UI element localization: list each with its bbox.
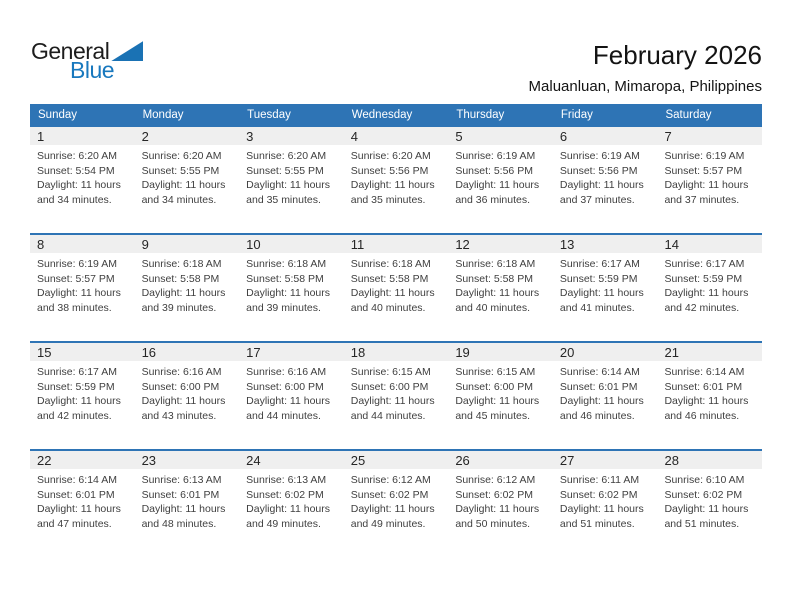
daylight-text-line1: Daylight: 11 hours <box>141 503 226 515</box>
calendar-day-cell <box>344 235 449 341</box>
daylight-text-line1: Daylight: 11 hours <box>455 179 540 191</box>
daylight-text-line1: Daylight: 11 hours <box>455 287 540 299</box>
day-cell-details <box>657 253 762 315</box>
day-cell-details <box>344 361 449 423</box>
daylight-text-line1: Daylight: 11 hours <box>455 503 540 515</box>
sunrise-text: Sunrise: 6:12 AM <box>455 474 536 486</box>
day-number: 4 <box>350 128 358 144</box>
daylight-text-line1: Daylight: 11 hours <box>664 503 749 515</box>
daylight-text-line1: Daylight: 11 hours <box>246 287 331 299</box>
day-cell-details <box>135 145 240 207</box>
daylight-text-line2: and 49 minutes. <box>350 517 426 530</box>
day-number: 21 <box>664 344 679 360</box>
calendar-day-cell <box>657 451 762 557</box>
day-number-band <box>239 451 344 469</box>
calendar-day-cell <box>239 451 344 557</box>
day-number-band <box>344 235 449 253</box>
sunrise-text: Sunrise: 6:10 AM <box>664 474 745 486</box>
day-number-band <box>135 127 240 145</box>
daylight-text-line2: and 51 minutes. <box>559 517 635 530</box>
day-number: 5 <box>455 128 463 144</box>
calendar-day-cell <box>448 127 553 233</box>
page-subtitle: Maluanluan, Mimaropa, Philippines <box>528 78 762 95</box>
daylight-text-line2: and 40 minutes. <box>350 301 426 314</box>
day-number: 2 <box>141 128 149 144</box>
day-cell-details <box>30 469 135 531</box>
daylight-text-line1: Daylight: 11 hours <box>350 287 435 299</box>
daylight-text-line2: and 51 minutes. <box>664 517 740 530</box>
calendar-weeks <box>30 125 762 557</box>
day-number-band <box>657 127 762 145</box>
day-number-band <box>657 343 762 361</box>
daylight-text-line2: and 35 minutes. <box>246 193 321 206</box>
day-cell-details <box>239 361 344 423</box>
daylight-text-line2: and 42 minutes. <box>37 409 112 422</box>
calendar-day-cell <box>344 127 449 233</box>
calendar-day-cell <box>30 235 135 341</box>
daylight-text-line2: and 41 minutes. <box>559 301 635 314</box>
day-cell-details <box>344 145 449 207</box>
day-cell-details <box>344 253 449 315</box>
flag-triangle-icon <box>111 41 143 61</box>
sunrise-text: Sunrise: 6:16 AM <box>141 366 222 378</box>
sunrise-text: Sunrise: 6:17 AM <box>664 258 745 270</box>
daylight-text-line1: Daylight: 11 hours <box>37 395 121 407</box>
day-header-sunday: Sunday <box>38 108 78 121</box>
sunrise-text: Sunrise: 6:20 AM <box>141 150 222 162</box>
sunrise-text: Sunrise: 6:14 AM <box>559 366 640 378</box>
sunrise-text: Sunrise: 6:15 AM <box>350 366 431 378</box>
daylight-text-line2: and 38 minutes. <box>37 301 112 314</box>
sunset-text: Sunset: 6:00 PM <box>350 380 429 393</box>
calendar-day-cell <box>239 127 344 233</box>
sunset-text: Sunset: 5:55 PM <box>246 164 324 177</box>
calendar-day-cell <box>30 451 135 557</box>
daylight-text-line2: and 44 minutes. <box>246 409 321 422</box>
day-number-band <box>239 343 344 361</box>
day-number-band <box>448 451 553 469</box>
daylight-text-line2: and 46 minutes. <box>664 409 740 422</box>
day-number: 19 <box>455 344 470 360</box>
day-cell-details <box>553 361 658 423</box>
day-cell-details <box>135 253 240 315</box>
calendar-day-cell <box>30 127 135 233</box>
daylight-text-line1: Daylight: 11 hours <box>246 179 331 191</box>
daylight-text-line2: and 34 minutes. <box>141 193 217 206</box>
day-number-band <box>448 235 553 253</box>
day-number-band <box>344 127 449 145</box>
sunrise-text: Sunrise: 6:15 AM <box>455 366 536 378</box>
day-number: 15 <box>37 344 52 360</box>
day-number-band <box>30 343 135 361</box>
daylight-text-line1: Daylight: 11 hours <box>350 503 435 515</box>
calendar-day-cell <box>135 343 240 449</box>
daylight-text-line2: and 43 minutes. <box>141 409 217 422</box>
day-number-band <box>135 343 240 361</box>
day-header-monday: Monday <box>142 108 184 121</box>
calendar-day-cell <box>553 451 658 557</box>
daylight-text-line1: Daylight: 11 hours <box>559 503 644 515</box>
day-number: 13 <box>559 236 575 252</box>
calendar-day-cell <box>239 235 344 341</box>
day-header-thursday: Thursday <box>456 108 505 121</box>
sunset-text: Sunset: 5:55 PM <box>141 164 220 177</box>
calendar-day-cell <box>239 343 344 449</box>
sunset-text: Sunset: 5:56 PM <box>455 164 533 177</box>
day-header-wednesday: Wednesday <box>351 108 413 121</box>
calendar-day-cell <box>448 343 553 449</box>
day-cell-details <box>30 145 135 207</box>
sunrise-text: Sunrise: 6:11 AM <box>559 474 640 486</box>
day-number: 3 <box>246 128 254 144</box>
day-number-band <box>239 235 344 253</box>
sunrise-text: Sunrise: 6:18 AM <box>246 258 327 270</box>
sunset-text: Sunset: 5:54 PM <box>37 164 115 177</box>
day-header-friday: Friday <box>560 108 593 121</box>
day-cell-details <box>553 145 658 207</box>
logo-text-blue: Blue <box>70 57 115 83</box>
day-number: 9 <box>141 236 149 252</box>
day-header-tuesday: Tuesday <box>247 108 291 121</box>
day-cell-details <box>239 469 344 531</box>
daylight-text-line1: Daylight: 11 hours <box>246 395 331 407</box>
day-header-row <box>30 104 762 125</box>
day-cell-details <box>657 469 762 531</box>
day-cell-details <box>448 361 553 423</box>
day-number: 6 <box>559 128 568 144</box>
calendar-day-cell <box>448 451 553 557</box>
day-number: 8 <box>37 236 45 252</box>
daylight-text-line1: Daylight: 11 hours <box>141 395 226 407</box>
sunset-text: Sunset: 6:00 PM <box>141 380 220 393</box>
daylight-text-line2: and 37 minutes. <box>559 193 635 206</box>
week-row <box>30 449 762 557</box>
daylight-text-line1: Daylight: 11 hours <box>37 179 121 191</box>
daylight-text-line1: Daylight: 11 hours <box>141 179 226 191</box>
sunset-text: Sunset: 5:59 PM <box>559 272 638 285</box>
sunset-text: Sunset: 5:58 PM <box>246 272 324 285</box>
sunset-text: Sunset: 6:00 PM <box>455 380 533 393</box>
day-number-band <box>30 127 135 145</box>
sunset-text: Sunset: 5:59 PM <box>664 272 743 285</box>
day-cell-details <box>448 469 553 531</box>
sunset-text: Sunset: 5:56 PM <box>350 164 429 177</box>
calendar-day-cell <box>448 235 553 341</box>
sunset-text: Sunset: 6:02 PM <box>246 488 324 501</box>
calendar-table <box>30 104 762 557</box>
daylight-text-line1: Daylight: 11 hours <box>664 179 749 191</box>
general-blue-logo <box>31 40 143 81</box>
daylight-text-line1: Daylight: 11 hours <box>559 395 644 407</box>
daylight-text-line2: and 44 minutes. <box>350 409 426 422</box>
sunset-text: Sunset: 6:02 PM <box>350 488 429 501</box>
sunrise-text: Sunrise: 6:19 AM <box>559 150 640 162</box>
sunrise-text: Sunrise: 6:14 AM <box>664 366 745 378</box>
sunset-text: Sunset: 5:58 PM <box>350 272 429 285</box>
sunset-text: Sunset: 6:02 PM <box>455 488 533 501</box>
daylight-text-line1: Daylight: 11 hours <box>559 179 644 191</box>
sunset-text: Sunset: 5:57 PM <box>37 272 115 285</box>
sunrise-text: Sunrise: 6:19 AM <box>37 258 117 270</box>
calendar-day-cell <box>657 343 762 449</box>
sunset-text: Sunset: 5:59 PM <box>37 380 115 393</box>
day-number-band <box>30 451 135 469</box>
day-number-band <box>553 343 658 361</box>
daylight-text-line2: and 34 minutes. <box>37 193 112 206</box>
sunrise-text: Sunrise: 6:18 AM <box>141 258 222 270</box>
daylight-text-line2: and 40 minutes. <box>455 301 531 314</box>
daylight-text-line1: Daylight: 11 hours <box>664 395 749 407</box>
sunrise-text: Sunrise: 6:13 AM <box>246 474 327 486</box>
daylight-text-line2: and 50 minutes. <box>455 517 531 530</box>
sunset-text: Sunset: 6:01 PM <box>141 488 220 501</box>
day-cell-details <box>135 469 240 531</box>
sunset-text: Sunset: 6:01 PM <box>664 380 743 393</box>
sunrise-text: Sunrise: 6:17 AM <box>559 258 640 270</box>
sunset-text: Sunset: 6:01 PM <box>559 380 638 393</box>
day-cell-details <box>448 253 553 315</box>
calendar-day-cell <box>344 343 449 449</box>
sunset-text: Sunset: 6:02 PM <box>664 488 743 501</box>
calendar-day-cell <box>135 127 240 233</box>
sunrise-text: Sunrise: 6:20 AM <box>350 150 431 162</box>
daylight-text-line2: and 47 minutes. <box>37 517 112 530</box>
sunset-text: Sunset: 5:58 PM <box>455 272 533 285</box>
day-number: 14 <box>664 236 679 252</box>
calendar-day-cell <box>30 343 135 449</box>
sunrise-text: Sunrise: 6:18 AM <box>455 258 536 270</box>
day-number: 7 <box>664 128 672 144</box>
week-row <box>30 125 762 233</box>
day-number-band <box>135 451 240 469</box>
day-number-band <box>344 343 449 361</box>
daylight-text-line2: and 37 minutes. <box>664 193 740 206</box>
daylight-text-line2: and 39 minutes. <box>141 301 217 314</box>
calendar-day-cell <box>657 127 762 233</box>
sunrise-text: Sunrise: 6:17 AM <box>37 366 117 378</box>
day-cell-details <box>30 253 135 315</box>
daylight-text-line2: and 48 minutes. <box>141 517 217 530</box>
daylight-text-line1: Daylight: 11 hours <box>455 395 540 407</box>
day-number-band <box>553 127 658 145</box>
daylight-text-line1: Daylight: 11 hours <box>350 179 435 191</box>
week-row <box>30 341 762 449</box>
day-cell-details <box>448 145 553 207</box>
week-row <box>30 233 762 341</box>
daylight-text-line1: Daylight: 11 hours <box>559 287 644 299</box>
sunrise-text: Sunrise: 6:19 AM <box>664 150 745 162</box>
sunset-text: Sunset: 6:01 PM <box>37 488 115 501</box>
daylight-text-line1: Daylight: 11 hours <box>664 287 749 299</box>
daylight-text-line1: Daylight: 11 hours <box>246 503 331 515</box>
day-cell-details <box>239 253 344 315</box>
calendar-day-cell <box>657 235 762 341</box>
daylight-text-line2: and 49 minutes. <box>246 517 321 530</box>
day-number-band <box>30 235 135 253</box>
sunrise-text: Sunrise: 6:19 AM <box>455 150 536 162</box>
sunrise-text: Sunrise: 6:14 AM <box>37 474 117 486</box>
day-number-band <box>344 451 449 469</box>
day-cell-details <box>657 145 762 207</box>
sunrise-text: Sunrise: 6:16 AM <box>246 366 327 378</box>
day-number-band <box>553 451 658 469</box>
day-cell-details <box>30 361 135 423</box>
day-number: 11 <box>350 236 365 252</box>
day-cell-details <box>553 253 658 315</box>
sunset-text: Sunset: 5:58 PM <box>141 272 220 285</box>
day-number: 25 <box>350 452 366 468</box>
day-number: 1 <box>37 128 45 144</box>
sunrise-text: Sunrise: 6:13 AM <box>141 474 222 486</box>
day-number-band <box>448 127 553 145</box>
day-number: 27 <box>559 452 575 468</box>
day-cell-details <box>553 469 658 531</box>
daylight-text-line2: and 45 minutes. <box>455 409 531 422</box>
day-number: 26 <box>455 452 470 468</box>
day-number: 23 <box>141 452 157 468</box>
calendar-day-cell <box>135 235 240 341</box>
daylight-text-line2: and 39 minutes. <box>246 301 321 314</box>
day-number: 18 <box>350 344 366 360</box>
calendar-day-cell <box>344 451 449 557</box>
day-number: 16 <box>141 344 157 360</box>
calendar-day-cell <box>553 343 658 449</box>
day-number-band <box>657 235 762 253</box>
day-cell-details <box>135 361 240 423</box>
day-number: 12 <box>455 236 470 252</box>
day-header-saturday: Saturday <box>665 108 712 121</box>
day-number: 28 <box>664 452 679 468</box>
day-number: 20 <box>559 344 575 360</box>
day-number-band <box>448 343 553 361</box>
sunset-text: Sunset: 5:57 PM <box>664 164 743 177</box>
day-number: 24 <box>246 452 261 468</box>
day-number-band <box>239 127 344 145</box>
day-cell-details <box>239 145 344 207</box>
day-cell-details <box>657 361 762 423</box>
daylight-text-line2: and 46 minutes. <box>559 409 635 422</box>
sunset-text: Sunset: 6:00 PM <box>246 380 324 393</box>
day-number-band <box>553 235 658 253</box>
day-number: 22 <box>37 452 52 468</box>
day-number: 17 <box>246 344 261 360</box>
daylight-text-line2: and 36 minutes. <box>455 193 531 206</box>
page-title: February 2026 <box>592 40 762 70</box>
sunrise-text: Sunrise: 6:20 AM <box>246 150 327 162</box>
daylight-text-line1: Daylight: 11 hours <box>141 287 226 299</box>
daylight-text-line1: Daylight: 11 hours <box>37 287 121 299</box>
calendar-day-cell <box>553 127 658 233</box>
sunrise-text: Sunrise: 6:18 AM <box>350 258 431 270</box>
day-number-band <box>135 235 240 253</box>
daylight-text-line2: and 35 minutes. <box>350 193 426 206</box>
sunrise-text: Sunrise: 6:12 AM <box>350 474 431 486</box>
calendar-day-cell <box>553 235 658 341</box>
daylight-text-line1: Daylight: 11 hours <box>37 503 121 515</box>
daylight-text-line2: and 42 minutes. <box>664 301 740 314</box>
day-cell-details <box>344 469 449 531</box>
day-number-band <box>657 451 762 469</box>
calendar-day-cell <box>135 451 240 557</box>
logo-text-general: General <box>31 38 110 64</box>
sunset-text: Sunset: 6:02 PM <box>559 488 638 501</box>
sunrise-text: Sunrise: 6:20 AM <box>37 150 117 162</box>
sunset-text: Sunset: 5:56 PM <box>559 164 638 177</box>
day-number: 10 <box>246 236 261 252</box>
daylight-text-line1: Daylight: 11 hours <box>350 395 435 407</box>
